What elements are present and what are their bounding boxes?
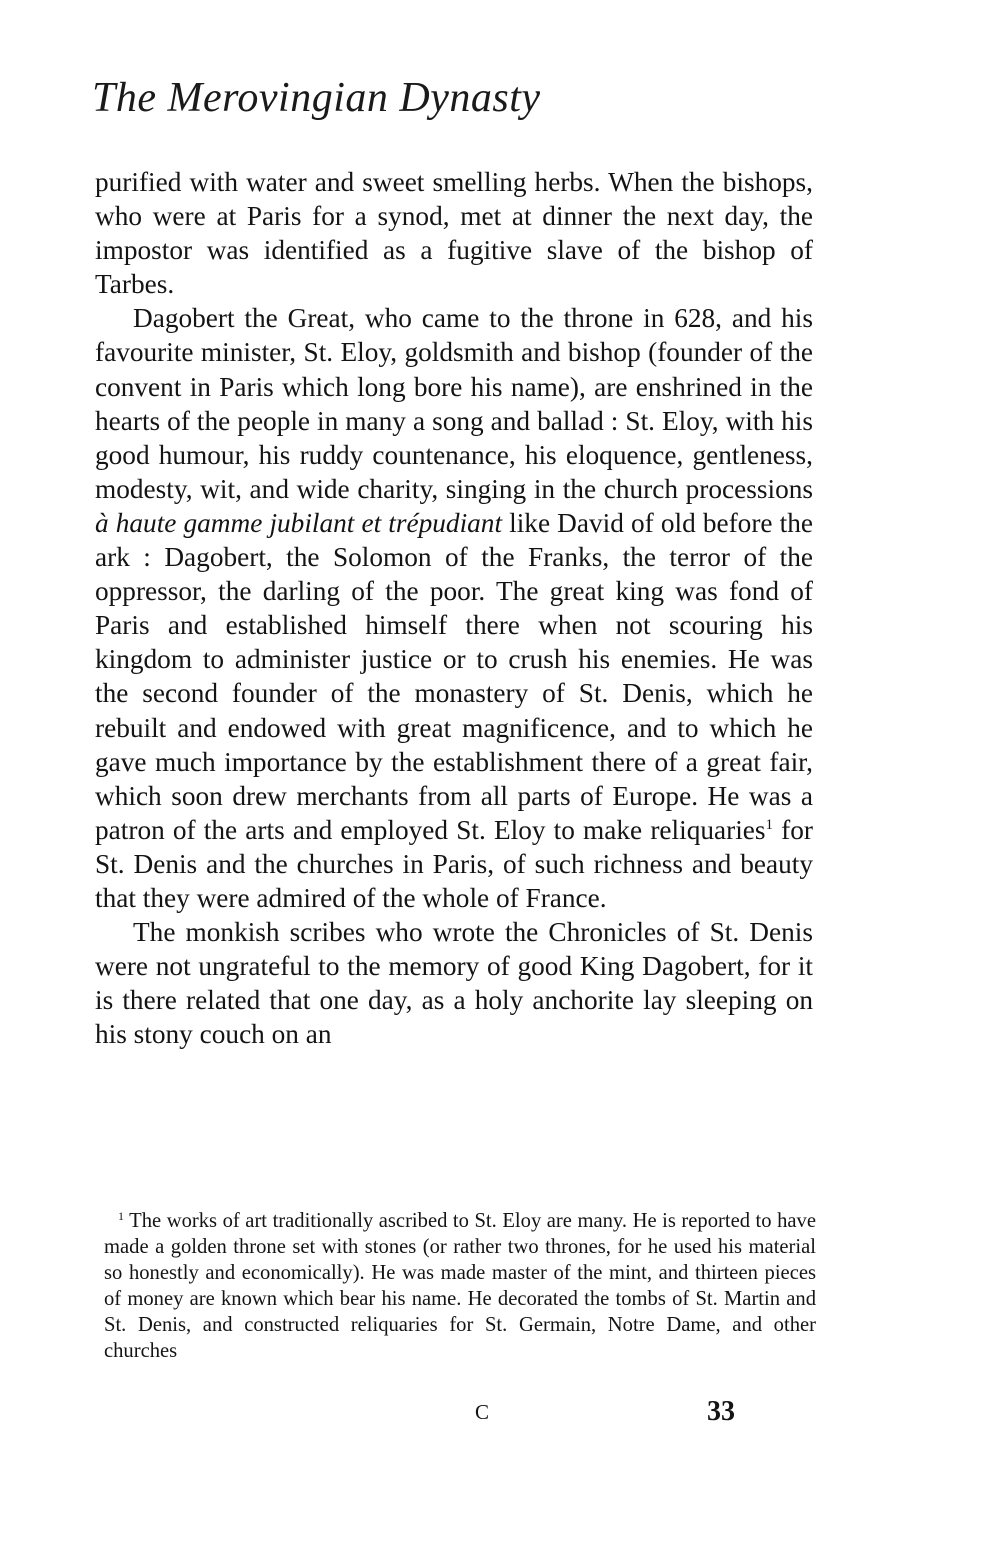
signature-mark: C <box>475 1400 490 1424</box>
paragraph-2-italic-phrase: à haute gamme jubilant et trépudiant <box>95 507 503 538</box>
paragraph-2-part-b: like David of old before the ark : Dagobert, the Solomon of the Franks, the terror of the oppressor, the darling of the poor. The great king was fond of Paris and established himself there when not scouring his kingdom to administer justice or to crush his enemies. He was the second founder of the monastery of St. Denis, which he rebuilt and endowed with great magnificence, and to which he gave much importance by the establishment there of a great fair, which soon drew merchants from all parts of Europe. He was a patron of the arts and employed St. Eloy to make reliquaries <box>95 507 813 845</box>
footnote-reference: 1 <box>765 816 774 833</box>
body-text <box>95 165 813 1051</box>
page-number: 33 <box>707 1396 735 1427</box>
footnote-marker: 1 <box>118 1209 124 1223</box>
footnote <box>104 1209 816 1364</box>
paragraph-1: purified with water and sweet smelling herbs. When the bishops, who were at Paris for a synod, met at dinner the next day, the impostor was identified as a fugitive slave of the bishop of Tarbes. <box>95 167 813 300</box>
paragraph-2 <box>95 301 813 915</box>
paragraph-3: The monkish scribes who wrote the Chronicles of St. Denis were not ungrateful to the memory of good King Dagobert, for it is there related that one day, as a holy anchorite lay sleeping on his stony couch on an <box>95 917 813 1050</box>
paragraph-2-part-a: Dagobert the Great, who came to the throne in 628, and his favourite minister, St. Eloy, goldsmith and bishop (founder of the convent in Paris which long bore his name), are enshrined in the hearts of the people in many a song and ballad : St. Eloy, with his good humour, his ruddy countenance, his eloquence, gentleness, modesty, wit, and wide charity, singing in the church processions <box>95 303 813 504</box>
footnote-paragraph <box>104 1209 816 1364</box>
running-head: The Merovingian Dynasty <box>92 75 541 121</box>
footnote-text: The works of art traditionally ascribed to St. Eloy are many. He is reported to have made a golden throne set with stones (or rather two thrones, for he used his material so honestly and economically). He was made master of the mint, and thirteen pieces of money are known which bear his name. He decorated the tombs of St. Martin and St. Denis, and constructed reliquaries for St. Germain, Notre Dame, and other churches <box>104 1210 816 1362</box>
paragraph-2-part-c: for St. Denis and the churches in Paris, of such richness and beauty that they were admired of the whole of France. <box>95 814 813 913</box>
